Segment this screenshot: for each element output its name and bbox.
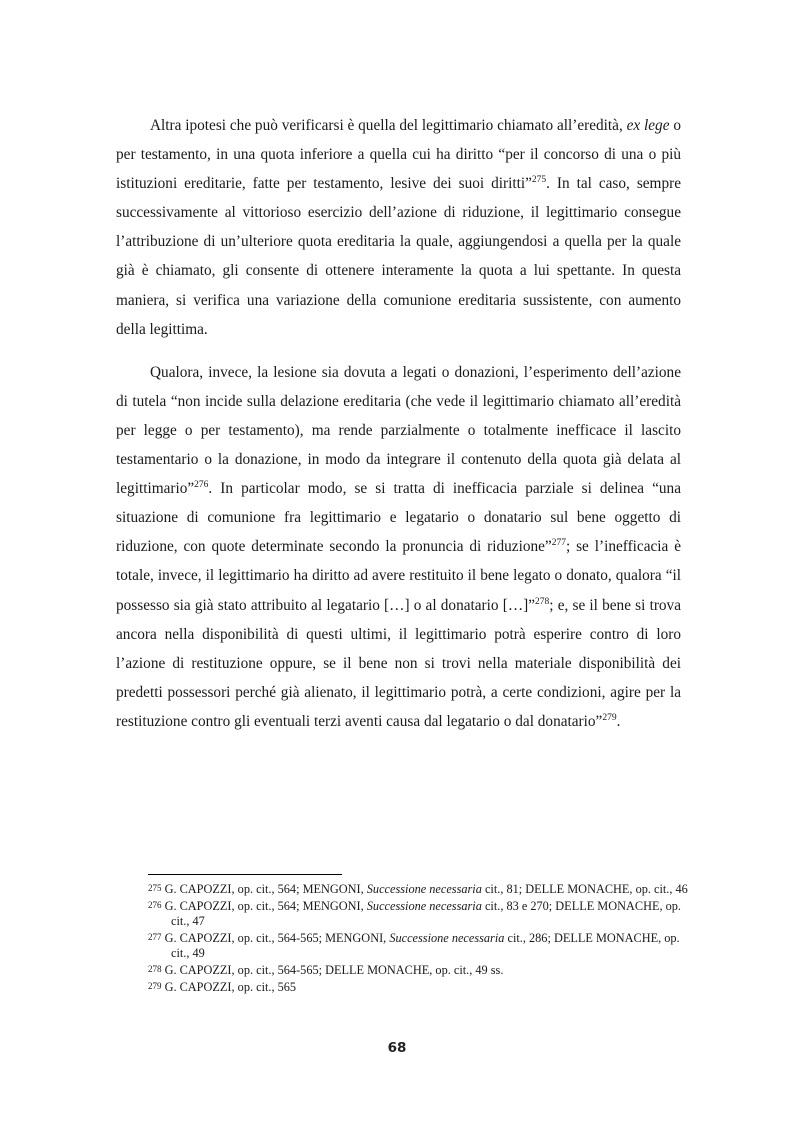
paragraph-2 <box>116 358 681 736</box>
footnote-separator <box>148 874 342 875</box>
footnote-number: 275 <box>148 883 162 893</box>
footnote-276 <box>148 898 688 930</box>
footnote-ref-278[interactable]: 278 <box>535 596 550 607</box>
footnote-text: G. CAPOZZI, op. cit., 564; MENGONI, <box>161 882 367 896</box>
footnote-278 <box>148 962 688 979</box>
footnote-text: G. CAPOZZI, op. cit., 564-565; DELLE MONACHE, op. cit., 49 ss. <box>161 962 504 977</box>
footnote-277 <box>148 930 688 962</box>
footnote-text: G. CAPOZZI, op. cit., 565 <box>161 979 297 994</box>
text-span: . <box>616 712 621 730</box>
page-number: 68 <box>387 1040 407 1056</box>
text-span: ; e, se il bene si trova ancora nella disponibilità di questi ultimi, il legittimario potrà esperire contro di loro l’azione di restituzione oppure, se il bene non si trovi nella materiale disponibilità dei predetti possessori perché già alienato, il legittimario potrà, a certe condizioni, agire per la restituzione contro gli eventuali terzi aventi causa dal legatario o dal donatario” <box>116 596 681 730</box>
footnotes <box>148 881 688 995</box>
footnote-number: 278 <box>148 963 162 974</box>
footnote-italic: Successione necessaria <box>389 930 505 945</box>
footnote-italic: Successione necessaria <box>366 898 482 913</box>
footnote-275 <box>148 881 688 898</box>
footnote-italic: Successione necessaria <box>366 882 482 896</box>
paragraph-1 <box>116 111 681 344</box>
text-span: . In tal caso, sempre successivamente al vittorioso esercizio dell’azione di riduzione, il legittimario consegue l’attribuzione di un’ulteriore quota ereditaria la quale, aggiungendosi a quella per la quale già è chiamato, gli consente di ottenere interamente la quota a lui spettante. In questa maniera, si verifica una variazione della comunione ereditaria sussistente, con aumento della legittima. <box>116 175 681 338</box>
footnote-text: cit., 286; DELLE MONACHE, op. cit., 49 <box>171 930 680 961</box>
italic-text: ex lege <box>626 117 670 134</box>
footnote-279 <box>148 979 688 996</box>
footnote-number: 279 <box>148 980 162 991</box>
text-span: o per testamento, in una quota inferiore a quella cui ha diritto “per il concorso di una o più istituzioni ereditarie, fatte per testamento, lesive dei suoi diritti” <box>116 117 681 193</box>
footnote-text: cit., 81; DELLE MONACHE, op. cit., 46 <box>481 882 688 896</box>
footnote-ref-275[interactable]: 275 <box>531 175 547 186</box>
footnote-ref-276[interactable]: 276 <box>194 480 209 491</box>
text-span: . In particolar modo, se si tratta di inefficacia parziale si delinea “una situazione di comunione fra legittimario e legatario o donatario sul bene oggetto di riduzione, con quote determinate secondo la pronuncia di riduzione” <box>116 480 681 556</box>
text-span: Qualora, invece, la lesione sia dovuta a legati o donazioni, l’esperimento dell’azione di tutela “non incide sulla delazione ereditaria (che vede il legittimario chiamato all’eredità per legge o per testamento), ma rende parzialmente o totalmente inefficace il lascito testamentario o la donazione, in modo da integrare il contenuto della quota già delata al legittimario” <box>116 363 681 498</box>
text-span: Altra ipotesi che può verificarsi è quella del legittimario chiamato all’eredità, <box>150 117 627 134</box>
footnote-ref-277[interactable]: 277 <box>551 538 566 549</box>
body-text <box>116 111 681 736</box>
text-span: ; se l’inefficacia è totale, invece, il legittimario ha diritto ad avere restituito il bene legato o donato, qualora “il possesso sia già stato attribuito al legatario […] o al donatario […]” <box>116 538 681 614</box>
footnote-text: G. CAPOZZI, op. cit., 564-565; MENGONI, <box>161 930 390 945</box>
footnote-number: 276 <box>148 899 162 910</box>
footnote-text: cit., 83 e 270; DELLE MONACHE, op. cit., 47 <box>171 898 681 929</box>
footnote-ref-279[interactable]: 279 <box>602 712 617 723</box>
footnote-number: 277 <box>148 931 162 942</box>
footnote-text: G. CAPOZZI, op. cit., 564; MENGONI, <box>161 898 367 913</box>
